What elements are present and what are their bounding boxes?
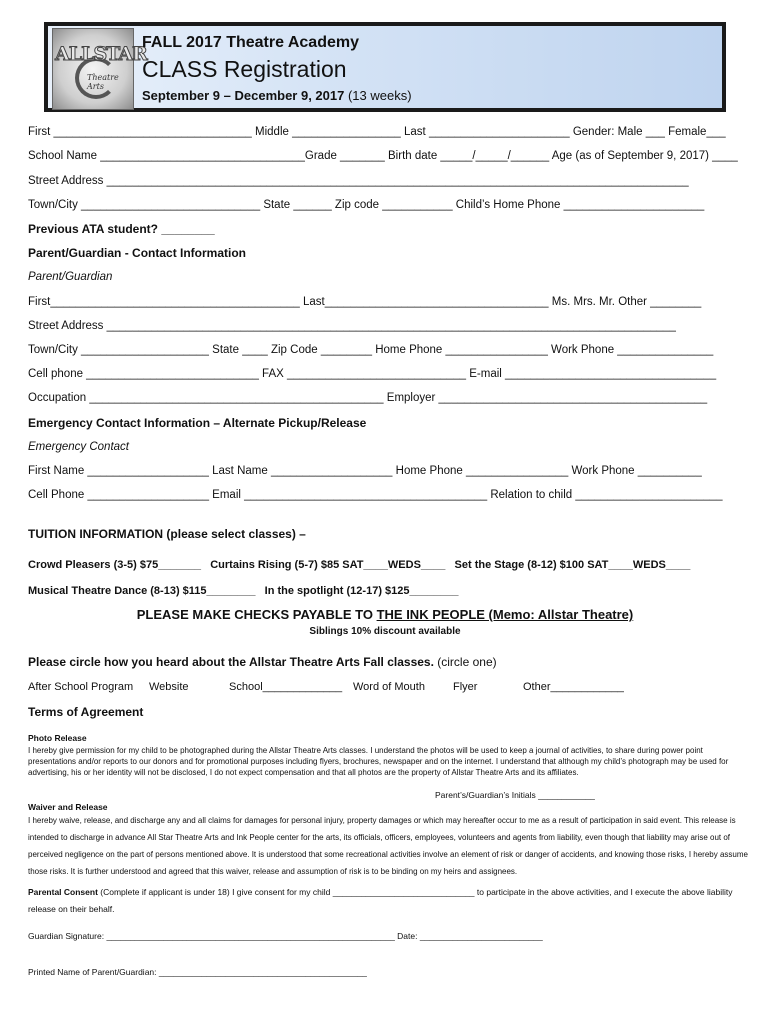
emergency-cell-row[interactable]: Cell Phone ___________________ Email ______________________________________ Relation to child _______________________	[28, 489, 723, 501]
heard-question-rest: (circle one)	[433, 655, 497, 669]
logo-text: ALLSTAR	[55, 43, 147, 65]
guardian-signature-row[interactable]: Guardian Signature: _____________________________________________________________ Date: __________________________	[28, 931, 543, 941]
student-address-row[interactable]: Street Address ___________________________________________________________________________________________	[28, 175, 689, 187]
emergency-subheading: Emergency Contact	[28, 441, 129, 453]
heard-option-4[interactable]: Flyer	[453, 681, 478, 693]
parent-town-row[interactable]: Town/City ____________________ State ____ Zip Code ________ Home Phone ________________ Work Phone _______________	[28, 344, 714, 356]
heard-option-0[interactable]: After School Program	[28, 681, 134, 693]
dates-range: September 9 – December 9, 2017	[142, 88, 345, 103]
header-season: FALL 2017 Theatre Academy	[142, 34, 359, 51]
siblings-discount: Siblings 10% discount available	[309, 626, 461, 637]
heard-option-2[interactable]: School_____________	[229, 681, 343, 693]
header-dates	[142, 88, 412, 103]
printed-name-row[interactable]: Printed Name of Parent/Guardian: ____________________________________________	[28, 967, 367, 977]
checks-prefix: PLEASE MAKE CHECKS PAYABLE TO	[136, 607, 377, 622]
student-school-row[interactable]: School Name ________________________________Grade _______ Birth date _____/_____/______ Age (as of September 9, 2017) ____	[28, 150, 738, 162]
parent-name-row[interactable]: First_______________________________________ Last___________________________________ Ms. Mrs. Mr. Other ________	[28, 296, 702, 308]
waiver-heading: Waiver and Release	[28, 802, 108, 812]
heard-option-5[interactable]: Other____________	[523, 681, 624, 693]
terms-heading: Terms of Agreement	[28, 705, 144, 719]
parent-heading: Parent/Guardian - Contact Information	[28, 246, 247, 260]
header-banner	[44, 22, 726, 112]
heard-option-3[interactable]: Word of Mouth	[353, 681, 425, 693]
parent-address-row[interactable]: Street Address _________________________________________________________________________________________	[28, 320, 676, 332]
photo-release-heading: Photo Release	[28, 733, 87, 743]
student-name-row[interactable]: First _______________________________ Middle _________________ Last ______________________ Gender: Male ___ Female___	[28, 126, 726, 138]
heard-question	[28, 655, 497, 669]
initials-field[interactable]: Parent’s/Guardian’s Initials ____________	[435, 790, 595, 800]
heard-option-1[interactable]: Website	[149, 681, 189, 693]
photo-release-text: I hereby give permission for my child to be photographed during the Allstar Theatre Arts classes. I understand the photos will be used to keep a journal of activities, to share during power point presentations and/or reports to our donors and for promotional purposes including flyers, brochures, newspaper and on the internet. I understand that although my child’s photograph may be used for advertising, his or her identity will not be disclosed, I do not expect compensation and that all photos are the property of Allstar Theatre Arts and its affiliates.	[28, 746, 729, 777]
checks-payable	[0, 607, 770, 622]
logo-subtext: Theatre Arts	[87, 73, 119, 91]
tuition-row-1[interactable]: Crowd Pleasers (3-5) $75_______ Curtains Rising (5-7) $85 SAT____WEDS____ Set the Stage (8-12) $100 SAT____WEDS____	[28, 559, 691, 571]
tuition-heading: TUITION INFORMATION (please select classes) –	[28, 527, 306, 541]
waiver-text: I hereby waive, release, and discharge any and all claims for damages for personal injury, property damages or which may hereafter occur to me as a result of participation in said event. This release is intended to discharge in advance All Star Theatre Arts and Ink People center for the arts, its officials, officers, employees, volunteers and agents from liability, even though that liability may arise out of perceived negligence on the part of persons mentioned above. It is understood that some recreational activities involve an element of risk or danger of accidents, and knowing those risks, I hereby assume those risks. It is further understood and agreed that this waiver, release and assumption of risk is to be binding on my heirs and assignees.	[28, 816, 748, 876]
parent-occupation-row[interactable]: Occupation ______________________________________________ Employer __________________________________________	[28, 392, 708, 404]
parent-cell-row[interactable]: Cell phone ___________________________ FAX ____________________________ E-mail _________________________________	[28, 368, 717, 380]
consent-text: (Complete if applicant is under 18) I give consent for my child ______________________________ to participate in the above activities, and I execute the above liability release on their behalf.	[28, 887, 733, 914]
page-title: CLASS Registration	[142, 56, 347, 82]
heard-question-bold: Please circle how you heard about the Allstar Theatre Arts Fall classes.	[28, 655, 434, 669]
previous-student-field[interactable]: Previous ATA student? ________	[28, 222, 215, 236]
dates-weeks: (13 weeks)	[344, 88, 412, 103]
consent-label: Parental Consent	[28, 887, 98, 897]
checks-payee: THE INK PEOPLE (Memo: Allstar Theatre)	[376, 607, 634, 622]
parent-subheading: Parent/Guardian	[28, 271, 113, 283]
emergency-name-row[interactable]: First Name ___________________ Last Name ___________________ Home Phone ________________ Work Phone __________	[28, 465, 702, 477]
parental-consent[interactable]	[28, 884, 748, 918]
allstar-logo	[52, 28, 147, 110]
student-town-row[interactable]: Town/City ____________________________ State ______ Zip code ___________ Child’s Home Phone ______________________	[28, 199, 705, 211]
tuition-row-2[interactable]: Musical Theatre Dance (8-13) $115________ In the spotlight (12-17) $125________	[28, 585, 459, 597]
emergency-heading: Emergency Contact Information – Alternate Pickup/Release	[28, 416, 367, 430]
